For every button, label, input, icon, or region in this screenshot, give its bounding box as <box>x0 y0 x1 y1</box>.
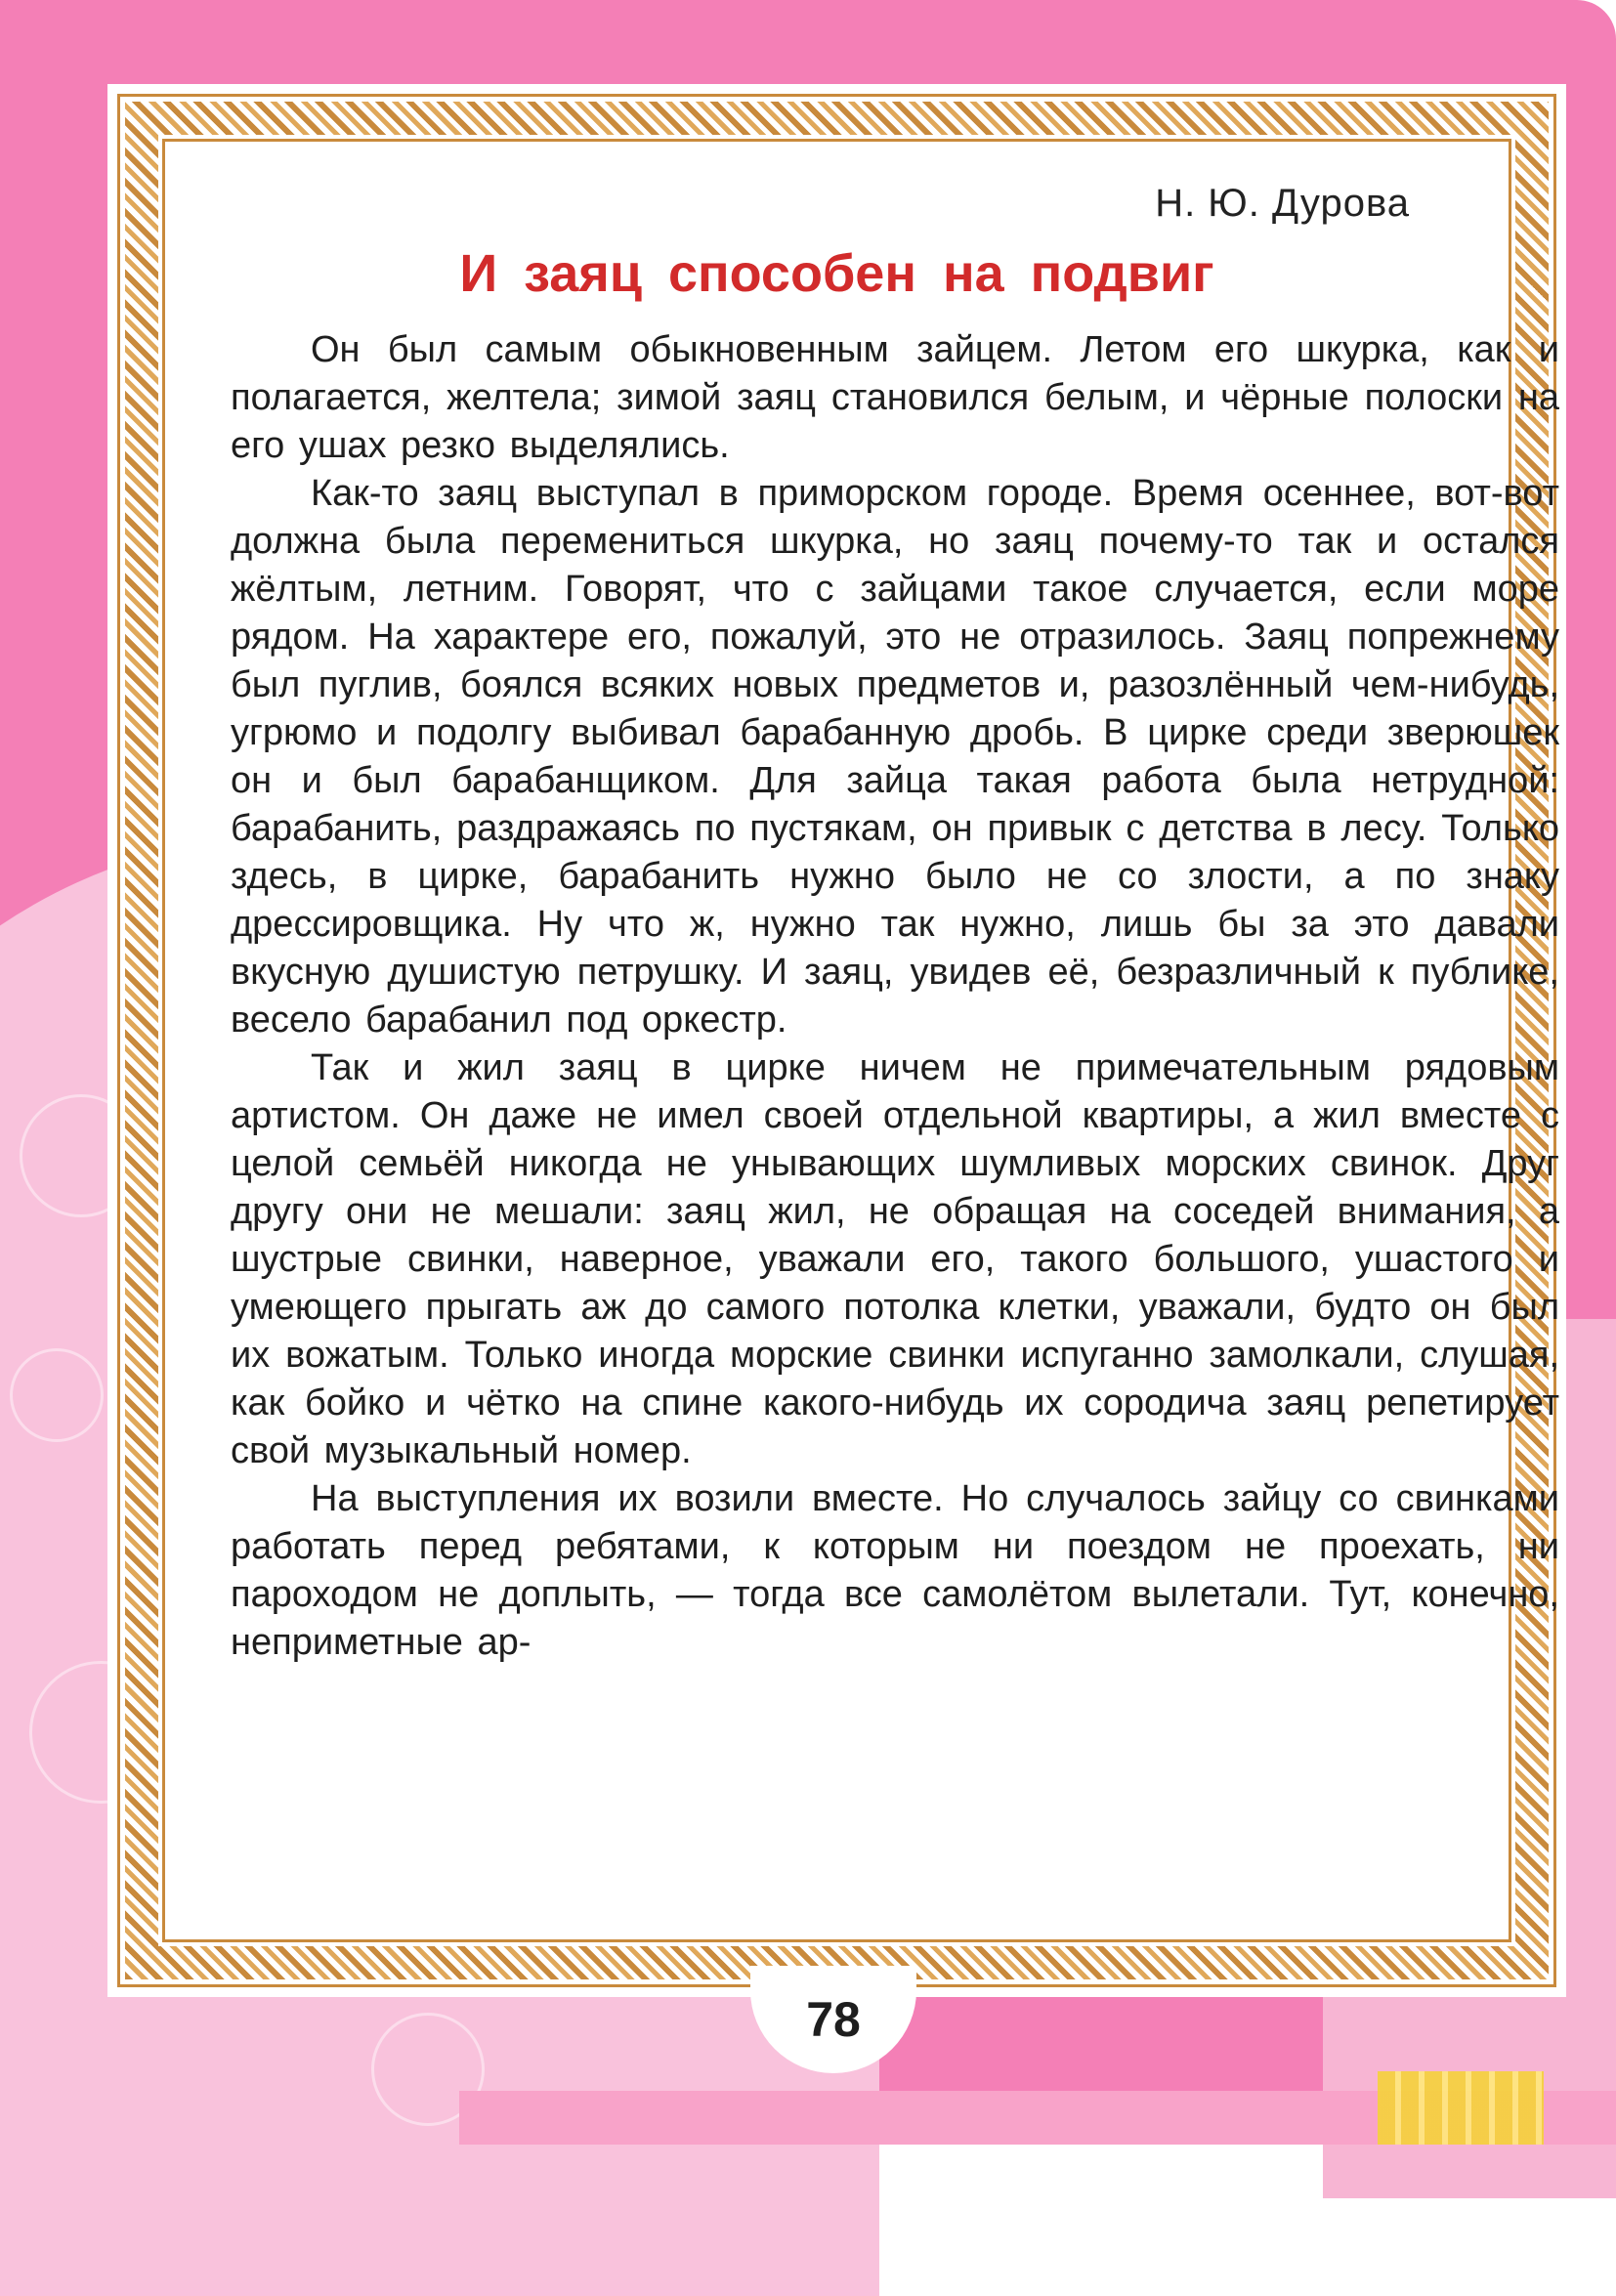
decorative-swirl <box>10 1348 104 1442</box>
author-name: Н. Ю. Дурова <box>1155 182 1410 225</box>
paragraph: Он был самым обыкновенным зайцем. Летом его шкурка, как и полагается, желтела; зимой заяц становился белым, и чёрные полоски на его ушах резко выделялись. <box>231 329 1559 466</box>
page-number: 78 <box>806 1992 861 2047</box>
paragraph: На выступления их возили вместе. Но случалось зайцу со свинками работать перед ребятами, к которым ни поездом не проехать, ни пароходом не доплыть, — тогда все самолётом вылетали. Тут, конечно, неприметные ар- <box>231 1478 1559 1663</box>
paragraph: Как-то заяц выступал в приморском городе. Время осеннее, вот-вот должна была перемениться шкурка, но заяц почему-то так и остался жёлтым, летним. Говорят, что с зайцами такое случается, если море рядом. На характере его, пожалуй, это не отразилось. Заяц попрежнему был пуглив, боялся всяких новых предметов и, разозлённый чем-нибудь, угрюмо и подолгу выбивал барабанную дробь. В цирке среди зверюшек он и был барабанщиком. Для зайца такая работа была нетрудной: барабанить, раздражаясь по пустякам, он привык с детства в лесу. Только здесь, в цирке, барабанить нужно было не со злости, а по знаку дрессировщика. Ну что ж, нужно так нужно, лишь бы за это давали вкусную душистую петрушку. И заяц, увидев её, безразличный к публике, весело барабанил под оркестр. <box>231 473 1559 1041</box>
story-text <box>231 326 1559 1667</box>
corner-stamp <box>1378 2071 1544 2145</box>
story-title: И заяц способен на подвиг <box>459 244 1214 303</box>
book-page <box>107 84 1566 1997</box>
paragraph: Так и жил заяц в цирке ничем не примечательным рядовым артистом. Он даже не имел своей отдельной квартиры, а жил вместе с целой семьёй никогда не унывающих шумливых морских свинок. Друг другу они не мешали: заяц жил, не обращая на соседей внимания, а шустрые свинки, наверное, уважали его, такого большого, ушастого и умеющего прыгать аж до самого потолка клетки, уважали, будто он был их вожатым. Только иногда морские свинки испуганно замолкали, слушая, как бойко и чётко на спине какого-нибудь их сородича заяц репетирует свой музыкальный номер. <box>231 1047 1559 1471</box>
